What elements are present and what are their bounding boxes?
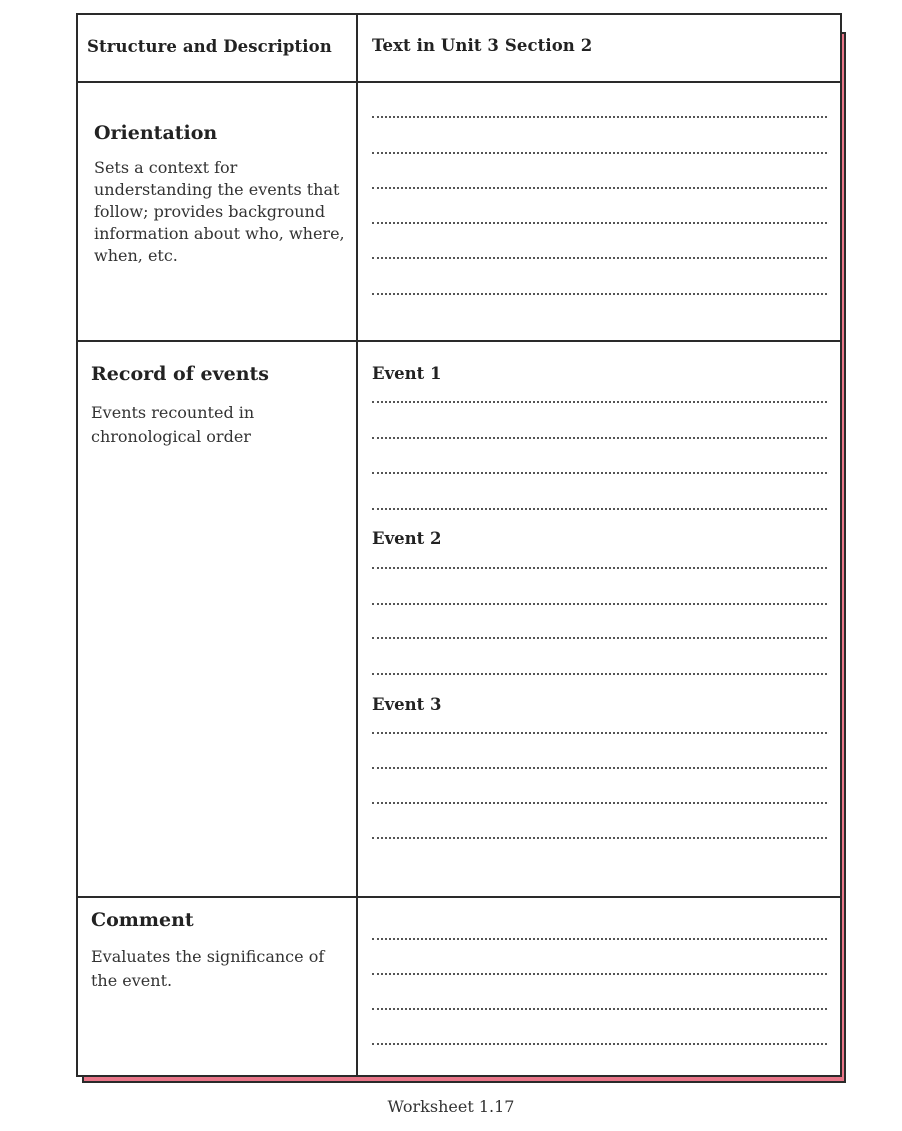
orientation-answer-line[interactable] [372, 187, 827, 189]
record-description: Events recounted in chronological order [91, 403, 255, 446]
orientation-answer-line[interactable] [372, 293, 827, 295]
orientation-description: Sets a context for understanding the events that follow; provides background information about who, where, when, etc. [94, 158, 345, 265]
orientation-answer-line[interactable] [372, 257, 827, 259]
event-3-answer-line[interactable] [372, 837, 827, 839]
comment-answer-line[interactable] [372, 973, 827, 975]
orientation-answer-line[interactable] [372, 222, 827, 224]
event-1-label: Event 1 [372, 364, 442, 383]
event-1-answer-line[interactable] [372, 437, 827, 439]
comment-answer-line[interactable] [372, 1043, 827, 1045]
header-structure-description: Structure and Description [87, 37, 332, 56]
event-3-answer-line[interactable] [372, 767, 827, 769]
column-divider [356, 15, 358, 1075]
worksheet-table [76, 13, 842, 1077]
comment-answer-line[interactable] [372, 938, 827, 940]
event-2-answer-line[interactable] [372, 603, 827, 605]
event-2-label: Event 2 [372, 529, 442, 548]
comment-title: Comment [91, 909, 194, 931]
event-2-answer-line[interactable] [372, 673, 827, 675]
header-divider [78, 81, 840, 83]
row-divider-record [78, 896, 840, 898]
worksheet-caption: Worksheet 1.17 [387, 1097, 515, 1116]
event-1-answer-line[interactable] [372, 472, 827, 474]
event-2-answer-line[interactable] [372, 567, 827, 569]
event-3-label: Event 3 [372, 695, 442, 714]
event-2-answer-line[interactable] [372, 637, 827, 639]
comment-answer-line[interactable] [372, 1008, 827, 1010]
event-1-answer-line[interactable] [372, 401, 827, 403]
row-divider-orientation [78, 340, 840, 342]
orientation-answer-line[interactable] [372, 116, 827, 118]
orientation-title: Orientation [94, 122, 218, 144]
comment-description: Evaluates the significance of the event. [91, 947, 325, 990]
event-3-answer-line[interactable] [372, 802, 827, 804]
event-3-answer-line[interactable] [372, 732, 827, 734]
event-1-answer-line[interactable] [372, 508, 827, 510]
orientation-answer-line[interactable] [372, 152, 827, 154]
record-title: Record of events [91, 363, 269, 385]
header-text-unit: Text in Unit 3 Section 2 [372, 36, 593, 55]
